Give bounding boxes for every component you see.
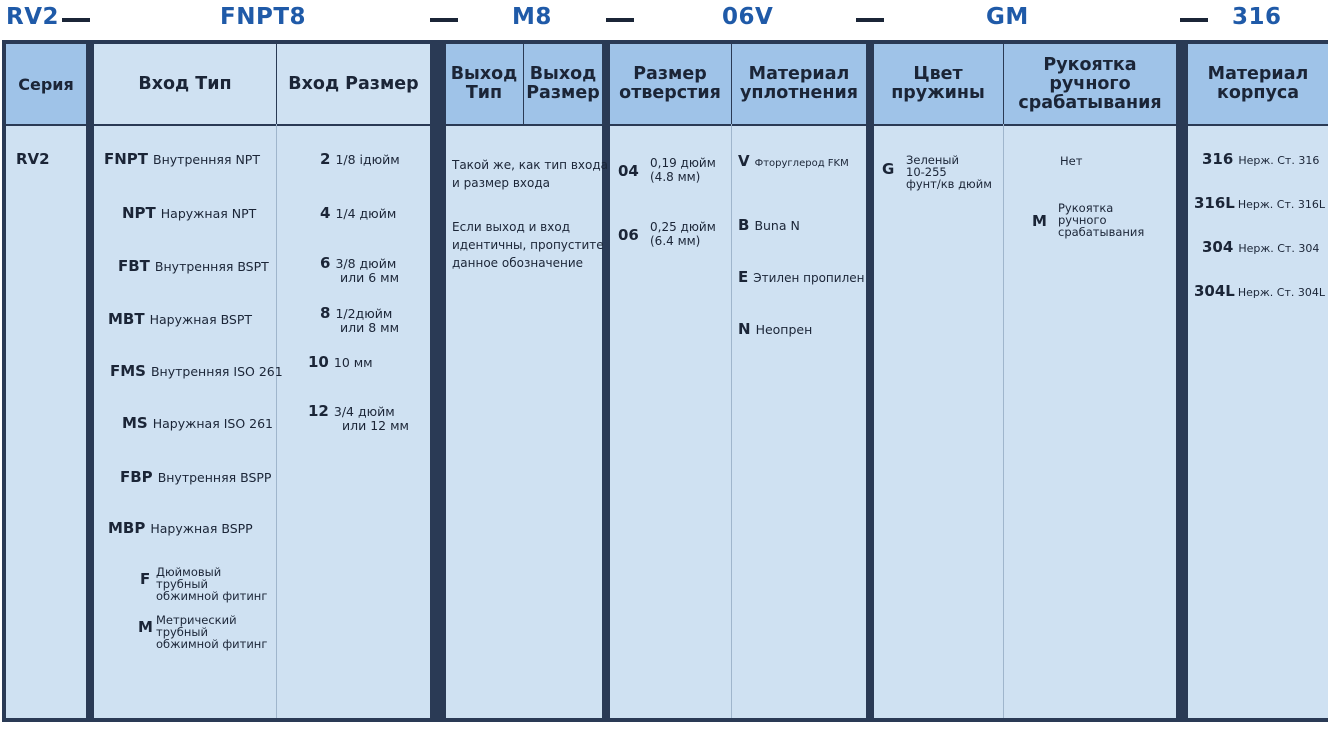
column-outlet (446, 44, 608, 718)
header-inlet-type: Вход Тип (138, 73, 232, 94)
seal-item: E Этилен пропилен (738, 268, 865, 286)
ordering-code-row (0, 0, 1334, 40)
body-item: 316L Нерж. Ст. 316L (1194, 194, 1326, 212)
header-manual-override: Рукоятка ручного срабатывания (1018, 54, 1162, 113)
header-orifice: Размер отверстия (619, 64, 721, 103)
header-inlet-size: Вход Размер (288, 73, 419, 94)
code-dash (430, 18, 458, 22)
manual-none: Нет (1060, 154, 1083, 168)
column-body (1188, 44, 1328, 718)
outlet-note-omit: Если выход и вход идентичны, пропустите данное обозначение (452, 220, 604, 270)
header-outlet-size: Выход Размер (526, 64, 600, 103)
column-spring-manual: Цвет пружины Рукоятка ручного срабатывания G Зеленый 10-255 фунт/кв дюйм Нет M Рукоятка ручного срабатывания (874, 44, 1176, 718)
inlet-type-item: FBP Внутренняя BSPP (120, 468, 272, 486)
body-item: 316 Нерж. Ст. 316 (1202, 150, 1320, 168)
inlet-type-item: FMS Внутренняя ISO 261 (110, 362, 283, 380)
series-value: RV2 (16, 150, 50, 168)
inlet-type-item: MS Наружная ISO 261 (122, 414, 274, 432)
code-inlet: FNPT8 (220, 4, 307, 30)
inlet-size-item: 4 1/4 дюйм (320, 204, 397, 222)
inlet-size-item: 12 3/4 дюйм или 12 мм (308, 402, 409, 433)
header-body: Материал корпуса (1188, 44, 1328, 124)
inlet-size-item: 6 3/8 дюйм или 6 мм (320, 254, 399, 285)
code-dash (856, 18, 884, 22)
header-spring: Цвет пружины (891, 64, 985, 103)
code-dash (606, 18, 634, 22)
header-series: Серия (6, 44, 86, 124)
column-orifice-seal: Размер отверстия Материал уплотнения 04 0,19 дюйм (4.8 мм) 06 0,25 дюйм (6.4 мм) V Фторуглерод FKM B Buna N E Этилен пропилен N Неопрен (610, 44, 866, 718)
header-outlet-type: Выход Тип (450, 64, 518, 103)
code-spring-manual: GM (986, 4, 1029, 30)
code-orifice-seal: 06V (722, 4, 774, 30)
outlet-note-same: Такой же, как тип входа и размер входа (452, 158, 608, 190)
inlet-size-item: 2 1/8 ідюйм (320, 150, 400, 168)
body-item: 304L Нерж. Ст. 304L (1194, 282, 1326, 300)
inlet-size-item: 10 10 мм (308, 353, 373, 371)
code-dash (1180, 18, 1208, 22)
code-series: RV2 (6, 4, 60, 30)
ordering-table (2, 40, 1328, 722)
inlet-size-item: 8 1/2дюйм или 8 мм (320, 304, 399, 335)
inlet-type-item: FNPT Внутренняя NPT (104, 150, 260, 168)
column-inlet: Вход Тип Вход Размер FNPT Внутренняя NPT NPT Наружная NPT FBT Внутренняя BSPT MBT Наружная BSPT FMS Внутренняя ISO 261 MS Наружная ISO 261 FBP Внутренняя BSPP MBP Наружная BSPP F Дюймовый трубный обжимной фитинг M Метрический трубный обжимной фитинг 2 1/8 ідюйм 4 1/4 дюйм 6 3/8 дюйм или 6 мм 8 1/2дюйм или 8 мм 10 10 мм 12 3/4 дюйм или 12 мм (94, 44, 430, 718)
inlet-type-item: MBT Наружная BSPT (108, 310, 253, 328)
code-outlet: M8 (512, 4, 552, 30)
code-dash (62, 18, 90, 22)
header-seal: Материал уплотнения (739, 64, 859, 103)
inlet-type-item: FBT Внутренняя BSPT (118, 257, 269, 275)
seal-item: B Buna N (738, 216, 800, 234)
body-item: 304 Нерж. Ст. 304 (1202, 238, 1320, 256)
seal-item: N Неопрен (738, 320, 813, 338)
inlet-type-item: NPT Наружная NPT (122, 204, 257, 222)
inlet-type-item: MBP Наружная BSPP (108, 519, 253, 537)
column-series (6, 44, 86, 718)
code-body: 316 (1232, 4, 1282, 30)
seal-item: V Фторуглерод FKM (738, 152, 849, 170)
